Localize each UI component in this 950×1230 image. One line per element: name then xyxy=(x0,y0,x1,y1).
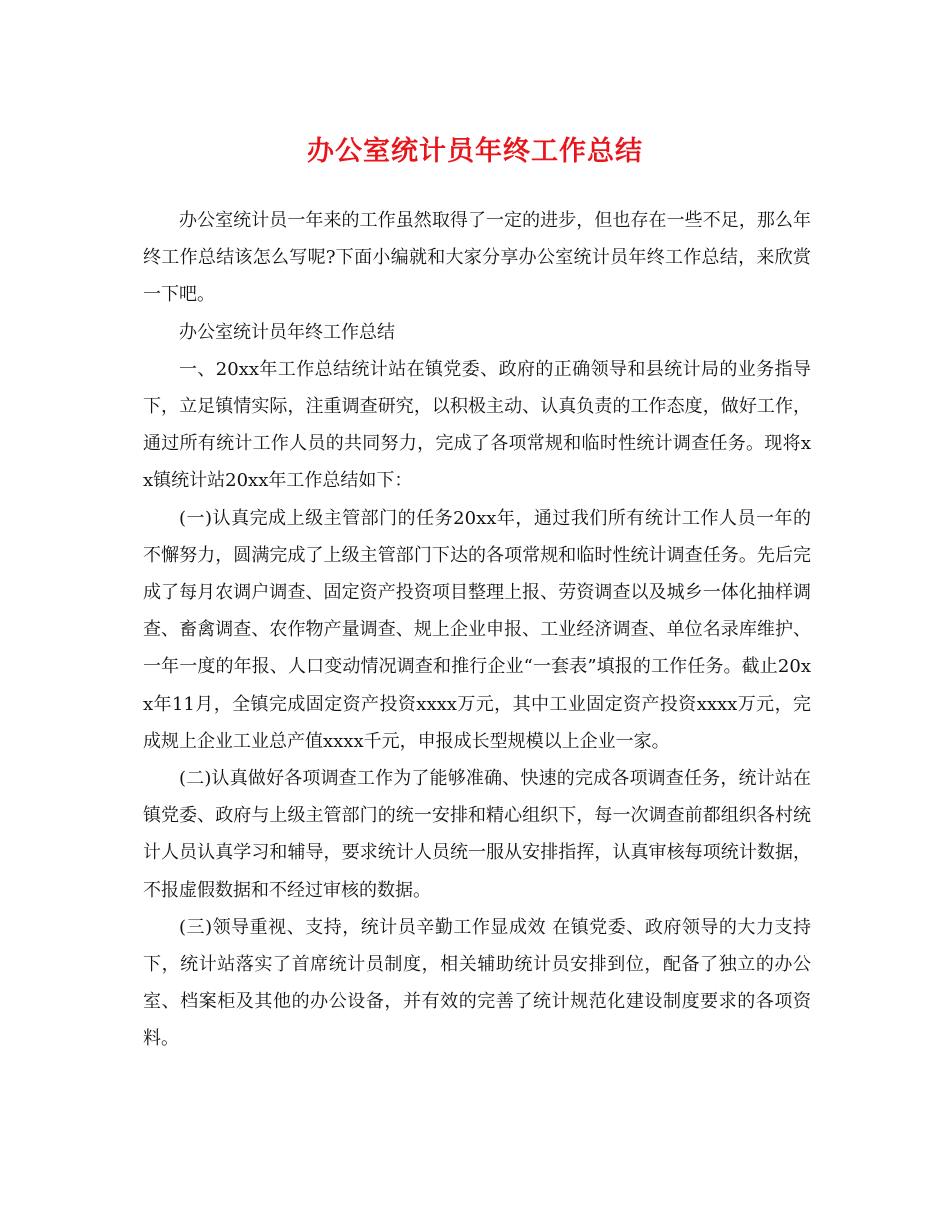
body-paragraph-1: 一、20xx年工作总结统计站在镇党委、政府的正确领导和县统计局的业务指导下，立足镇情实际，注重调查研究，以积极主动、认真负责的工作态度，做好工作，通过所有统计工作人员的共同努力，完成了各项常规和临时性统计调查任务。现将xx镇统计站20xx年工作总结如下： xyxy=(143,358,811,492)
intro-paragraph: 办公室统计员一年来的工作虽然取得了一定的进步，但也存在一些不足，那么年终工作总结该怎么写呢?下面小编就和大家分享办公室统计员年终工作总结，来欣赏一下吧。 xyxy=(143,210,811,306)
section-heading: 办公室统计员年终工作总结 xyxy=(179,321,395,343)
document-title: 办公室统计员年终工作总结 xyxy=(307,136,643,167)
body-paragraph-2: (一)认真完成上级主管部门的任务20xx年，通过我们所有统计工作人员一年的不懈努力，圆满完成了上级主管部门下达的各项常规和临时性统计调查任务。先后完成了每月农调户调查、固定资产投资项目整理上报、劳资调查以及城乡一体化抽样调查、畜禽调查、农作物产量调查、规上企业申报、工业经济调查、单位名录库维护、一年一度的年报、人口变动情况调查和推行企业“一套表”填报的工作任务。截止20xx年11月，全镇完成固定资产投资xxxx万元，其中工业固定资产投资xxxx万元，完成规上企业工业总产值xxxx千元，申报成长型规模以上企业一家。 xyxy=(143,507,811,752)
body-paragraph-4: (三)领导重视、支持，统计员辛勤工作显成效 在镇党委、政府领导的大力支持下，统计站落实了首席统计员制度，相关辅助统计员安排到位，配备了独立的办公室、档案柜及其他的办公设备，并有效的完善了统计规范化建设制度要求的各项资料。 xyxy=(143,916,811,1050)
body-paragraph-3: (二)认真做好各项调查工作为了能够准确、快速的完成各项调查任务，统计站在镇党委、政府与上级主管部门的统一安排和精心组织下，每一次调查前都组织各村统计人员认真学习和辅导，要求统计人员统一服从安排指挥，认真审核每项统计数据，不报虚假数据和不经过审核的数据。 xyxy=(143,768,811,901)
document-body xyxy=(143,202,811,1058)
